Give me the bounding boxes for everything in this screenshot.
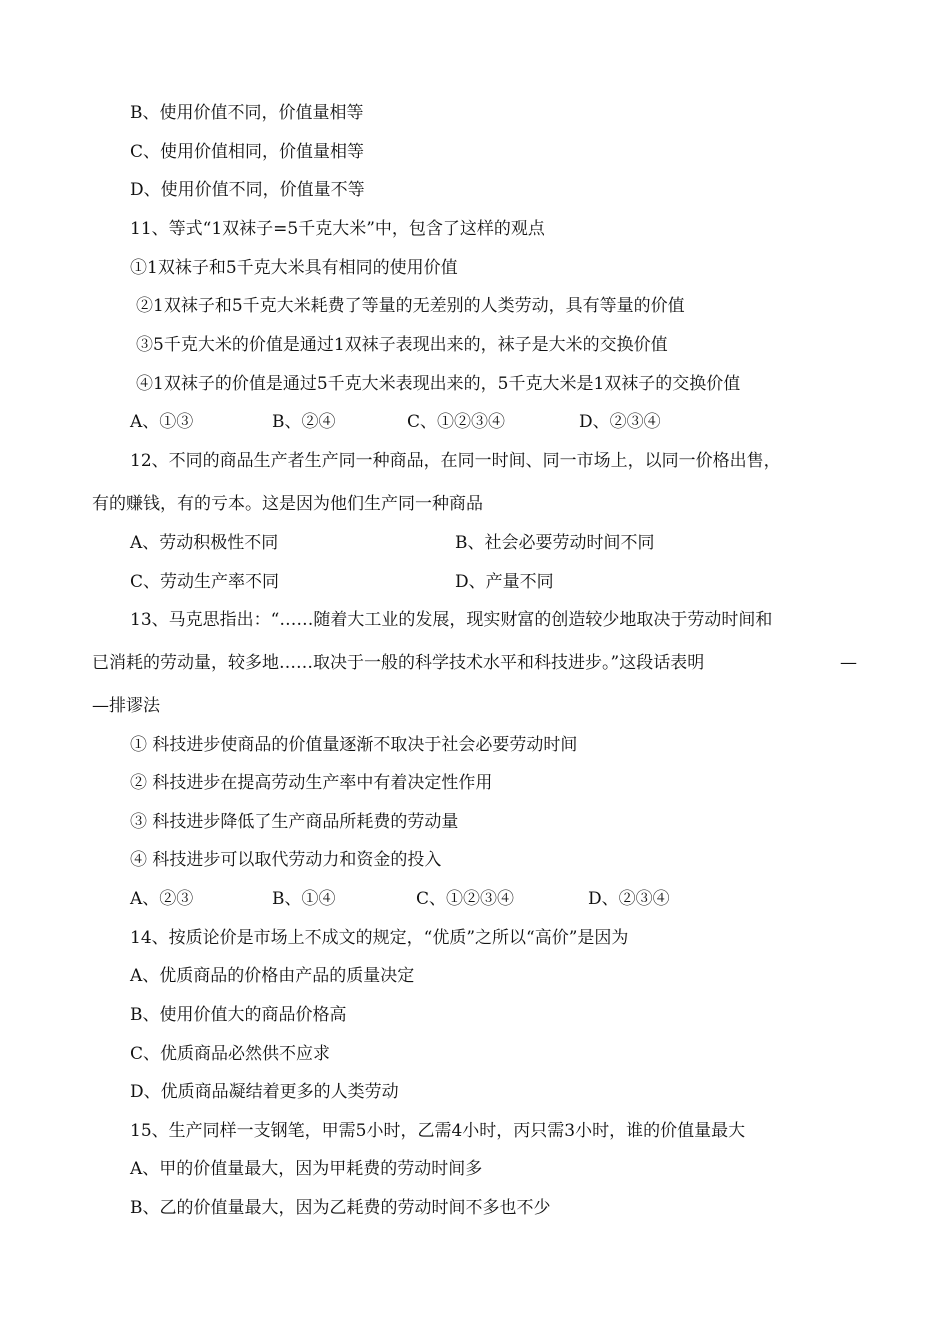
q14-option-a: A、优质商品的价格由产品的质量决定 [130,966,415,986]
q15-stem: 15、生产同样一支钢笔，甲需5小时，乙需4小时，丙只需3小时，谁的价值量最大 [130,1121,746,1141]
q11-option-d: D、②③④ [579,412,661,432]
q11-stem: 11、等式“1双袜子=5千克大米”中，包含了这样的观点 [130,219,545,239]
q12-stem-line-1: 12、不同的商品生产者生产同一种商品，在同一时间、同一市场上，以同一价格出售， [130,451,781,471]
q14-option-d: D、优质商品凝结着更多的人类劳动 [130,1082,399,1102]
q15-option-b: B、乙的价值量最大，因为乙耗费的劳动时间不多也不少 [130,1198,551,1218]
q13-option-c: C、①②③④ [416,889,515,909]
q13-stem-line-2-dash: — [840,653,857,673]
q14-option-b: B、使用价值大的商品价格高 [130,1005,347,1025]
q15-option-a: A、甲的价值量最大，因为甲耗费的劳动时间多 [130,1159,483,1179]
q14-stem: 14、按质论价是市场上不成文的规定，“优质”之所以“高价”是因为 [130,928,629,948]
q14-option-c: C、优质商品必然供不应求 [130,1044,331,1064]
q11-option-c: C、①②③④ [407,412,506,432]
q13-stem-line-1: 13、马克思指出：“……随着大工业的发展，现实财富的创造较少地取决于劳动时间和 [130,610,773,630]
q11-option-a: A、①③ [130,412,194,432]
q12-stem-line-2: 有的赚钱，有的亏本。这是因为他们生产同一种商品 [92,494,483,514]
q12-option-d: D、产量不同 [455,572,554,592]
q13-statement-1: ① 科技进步使商品的价值量逐渐不取决于社会必要劳动时间 [130,735,578,755]
q12-option-c: C、劳动生产率不同 [130,572,280,592]
q10-option-b: B、使用价值不同，价值量相等 [130,103,364,123]
q12-option-a: A、劳动积极性不同 [130,533,279,553]
q13-stem-line-3: —排谬法 [92,696,160,716]
q13-statement-3: ③ 科技进步降低了生产商品所耗费的劳动量 [130,812,459,832]
q13-statement-2: ② 科技进步在提高劳动生产率中有着决定性作用 [130,773,493,793]
q13-option-d: D、②③④ [588,889,670,909]
q13-stem-line-2: 已消耗的劳动量，较多地……取决于一般的科学技术水平和科技进步。”这段话表明 [92,653,705,673]
q13-option-a: A、②③ [130,889,194,909]
q11-statement-3: ③5千克大米的价值是通过1双袜子表现出来的，袜子是大米的交换价值 [136,335,668,355]
q10-option-d: D、使用价值不同，价值量不等 [130,180,365,200]
q13-option-b: B、①④ [272,889,336,909]
q11-statement-2: ②1双袜子和5千克大米耗费了等量的无差别的人类劳动，具有等量的价值 [136,296,685,316]
q12-option-b: B、社会必要劳动时间不同 [455,533,655,553]
q11-statement-4: ④1双袜子的价值是通过5千克大米表现出来的，5千克大米是1双袜子的交换价值 [136,374,741,394]
q13-statement-4: ④ 科技进步可以取代劳动力和资金的投入 [130,850,442,870]
q11-option-b: B、②④ [272,412,336,432]
q11-statement-1: ①1双袜子和5千克大米具有相同的使用价值 [130,258,458,278]
q10-option-c: C、使用价值相同，价值量相等 [130,142,365,162]
